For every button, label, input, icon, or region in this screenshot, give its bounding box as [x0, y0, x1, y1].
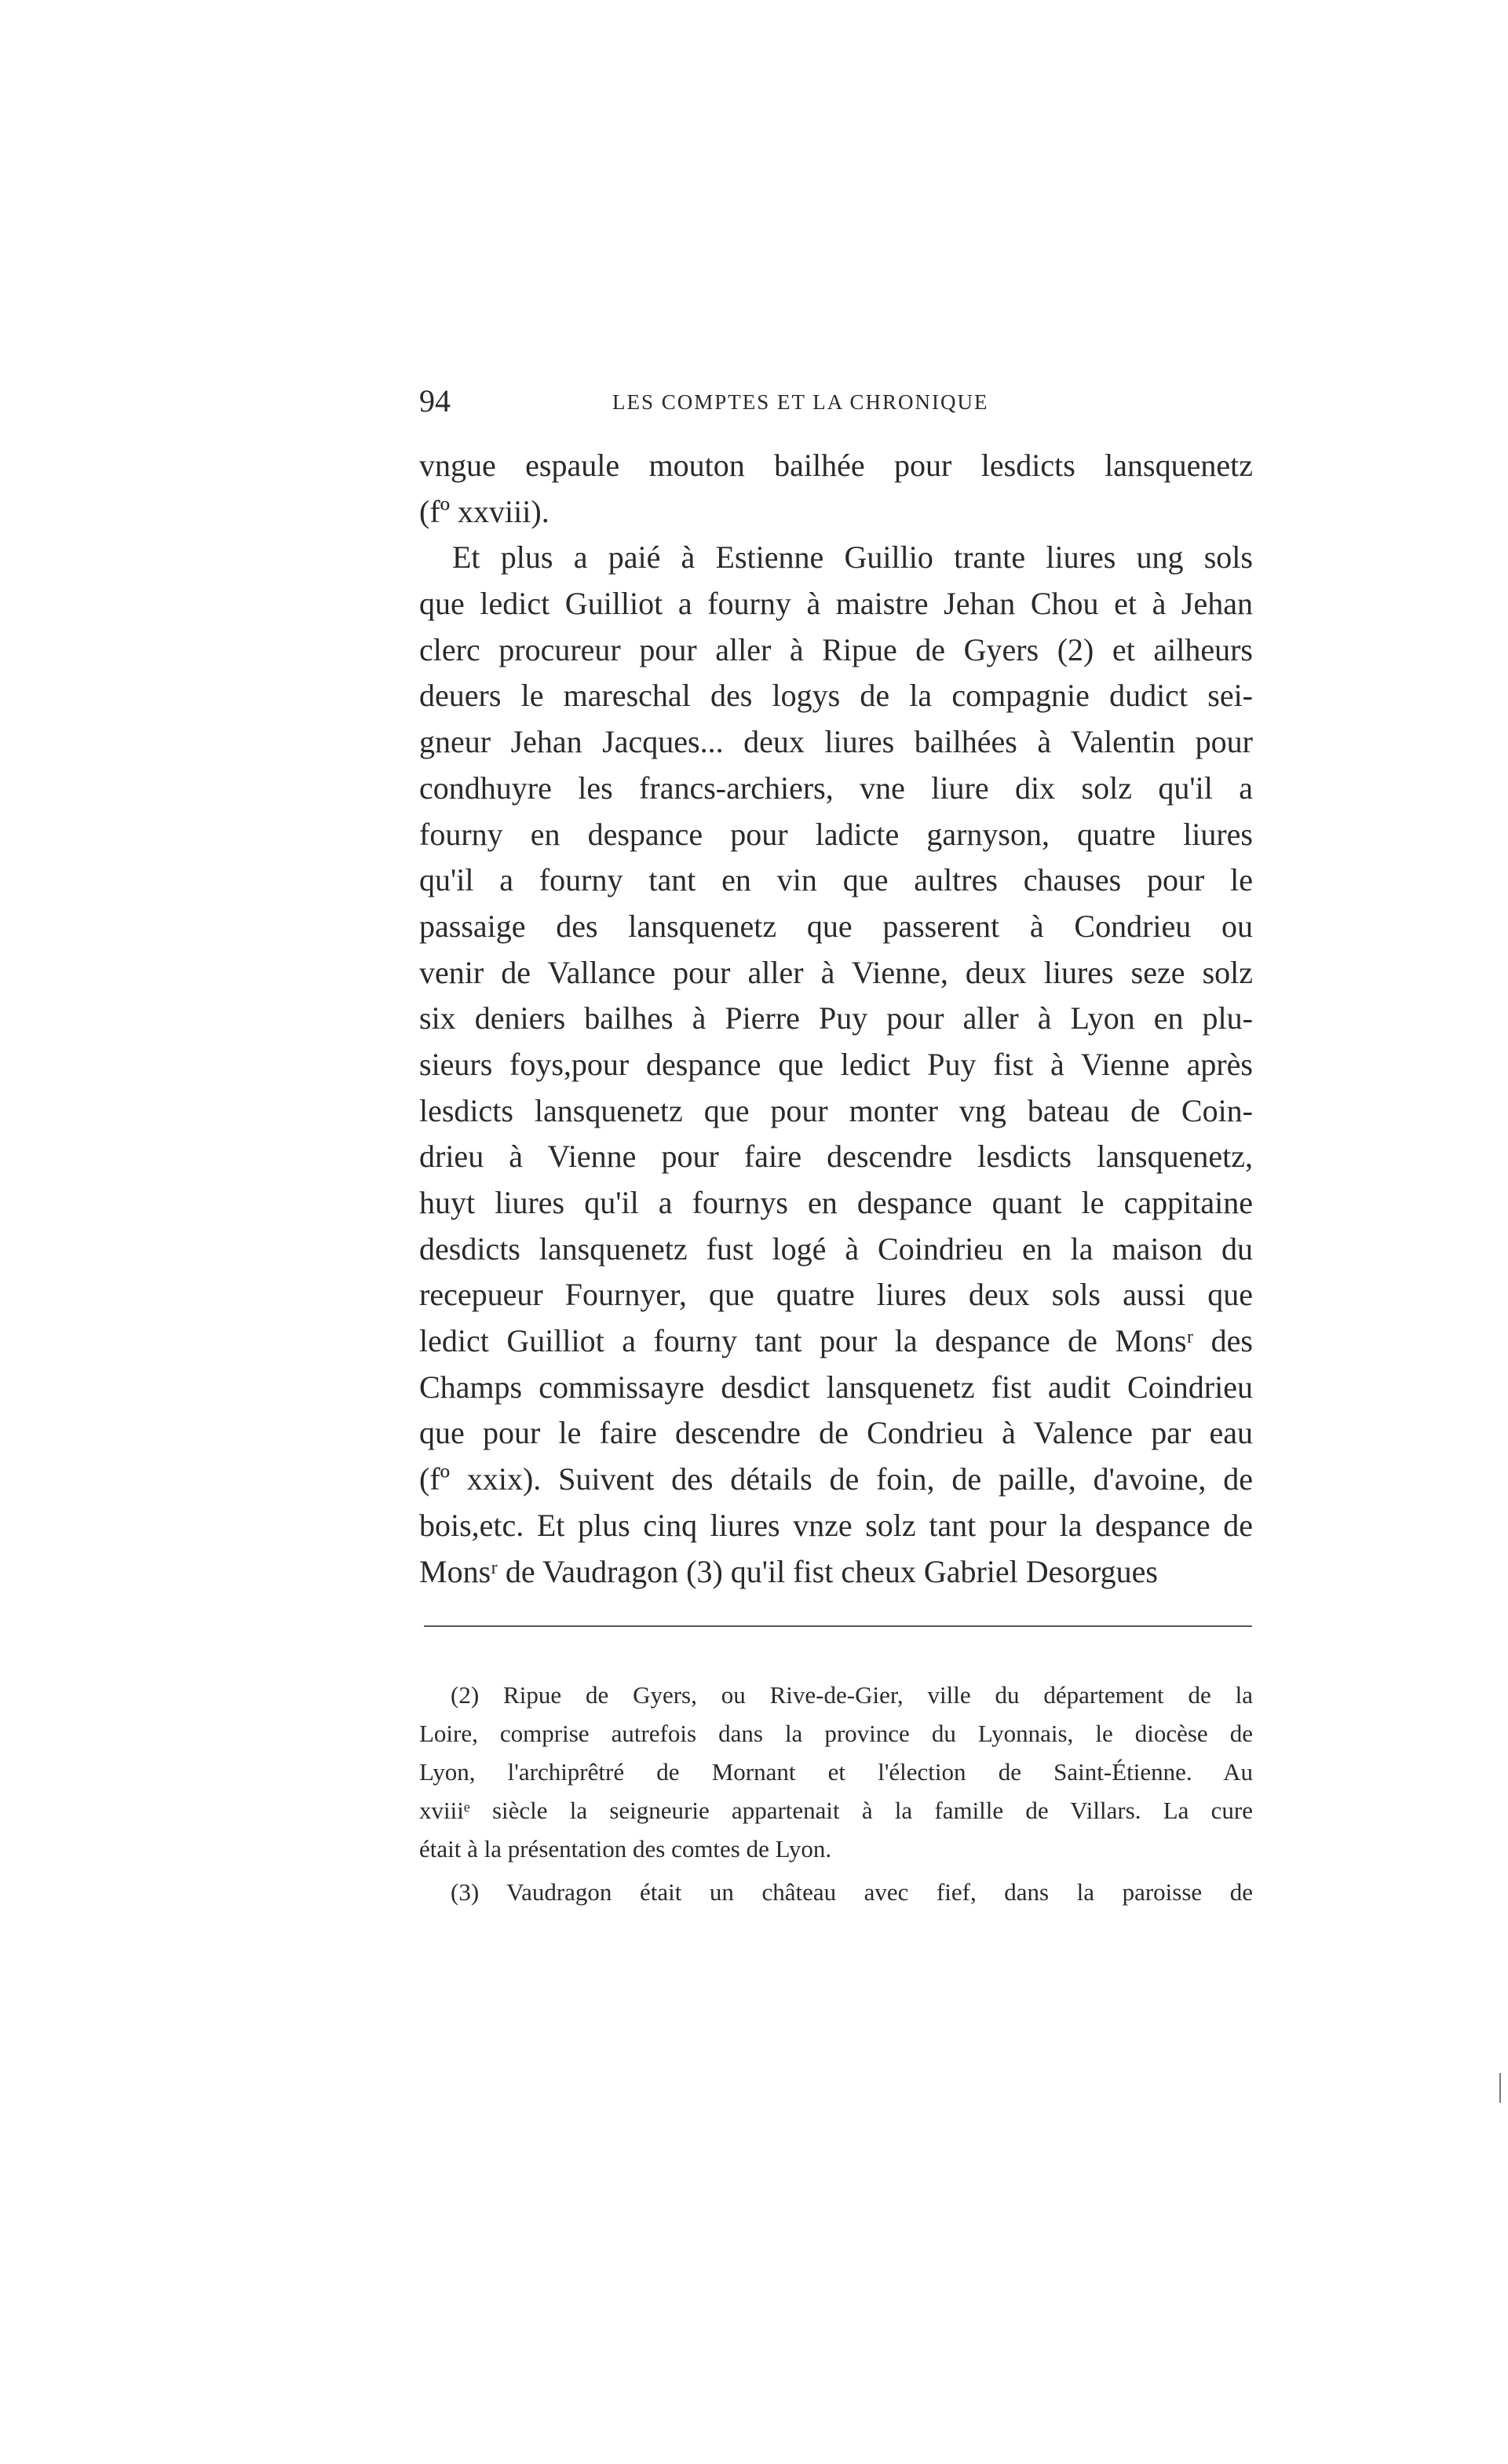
footnote-line: (3) Vaudragon était un château avec fief, dans la paroisse de [451, 1878, 1253, 1906]
text-line: huyt liures qu'il a fournys en despance quant le cappitaine [419, 1185, 1253, 1220]
text-line: recepueur Fournyer, que quatre liures deux sols aussi que [419, 1277, 1253, 1313]
text-line: six deniers bailhes à Pierre Puy pour aller à Lyon en plu- [419, 1000, 1253, 1036]
text-line: qu'il a fourny tant en vin que aultres chauses pour le [419, 862, 1253, 898]
text-line: gneur Jehan Jacques... deux liures bailhées à Valentin pour [419, 724, 1253, 760]
text-line: que pour le faire descendre de Condrieu à Valence par eau [419, 1415, 1253, 1451]
text-line: fourny en despance pour ladicte garnyson, quatre liures [419, 816, 1253, 852]
text-line: que ledict Guilliot a fourny à maistre Jehan Chou et à Jehan [419, 586, 1253, 622]
footnote-line: Lyon, l'archiprêtré de Mornant et l'élection de Saint-Étienne. Au [419, 1758, 1253, 1786]
text-line: clerc procureur pour aller à Ripue de Gyers (2) et ailheurs [419, 631, 1253, 667]
text-line: sieurs foys,pour despance que ledict Puy fist à Vienne après [419, 1046, 1253, 1082]
text-line: desdicts lansquenetz fust logé à Coindrieu en la maison du [419, 1230, 1253, 1267]
footnote-line: Loire, comprise autrefois dans la province du Lyonnais, le diocèse de [419, 1720, 1253, 1747]
scan-margin-mark [1499, 2073, 1501, 2103]
text-line: Monsʳ de Vaudragon (3) qu'il fist cheux Gabriel Desorgues [419, 1553, 1158, 1589]
footnote-line: (2) Ripue de Gyers, ou Rive-de-Gier, ville du département de la [451, 1681, 1253, 1709]
running-head [419, 382, 1253, 421]
text-line: venir de Vallance pour aller à Vienne, deux liures seze solz [419, 954, 1253, 990]
footnote-line: xviiiᵉ siècle la seigneurie appartenait à la famille de Villars. La cure [419, 1797, 1253, 1824]
text-line: (fº xxix). Suivent des détails de foin, de paille, d'avoine, de [419, 1461, 1253, 1497]
body-text [419, 443, 1253, 1595]
text-line: vngue espaule mouton bailhée pour lesdicts lansquenetz [419, 448, 1253, 483]
text-line: passaige des lansquenetz que passerent à Condrieu ou [419, 908, 1253, 944]
text-line: condhuyre les francs-archiers, vne liure dix solz qu'il a [419, 770, 1253, 806]
text-line: ledict Guilliot a fourny tant pour la despance de Monsʳ des [419, 1323, 1253, 1359]
text-line: bois,etc. Et plus cinq liures vnze solz tant pour la despance de [419, 1507, 1253, 1543]
text-line: drieu à Vienne pour faire descendre lesdicts lansquenetz, [419, 1139, 1253, 1175]
text-line: Et plus a paié à Estienne Guillio trante liures ung sols [452, 539, 1253, 576]
text-line: lesdicts lansquenetz que pour monter vng bateau de Coin- [419, 1092, 1253, 1128]
footnote-line: était à la présentation des comtes de Lyon. [419, 1835, 832, 1863]
footnote-divider [424, 1625, 1252, 1627]
text-line: (fº xxviii). [419, 493, 550, 529]
text-line: Champs commissayre desdict lansquenetz fist audit Coindrieu [419, 1369, 1253, 1405]
footnotes [419, 1676, 1253, 1911]
page-number: 94 [419, 383, 451, 419]
text-line: deuers le mareschal des logys de la compagnie dudict sei- [419, 678, 1253, 714]
running-title: LES COMPTES ET LA CHRONIQUE [612, 390, 989, 414]
